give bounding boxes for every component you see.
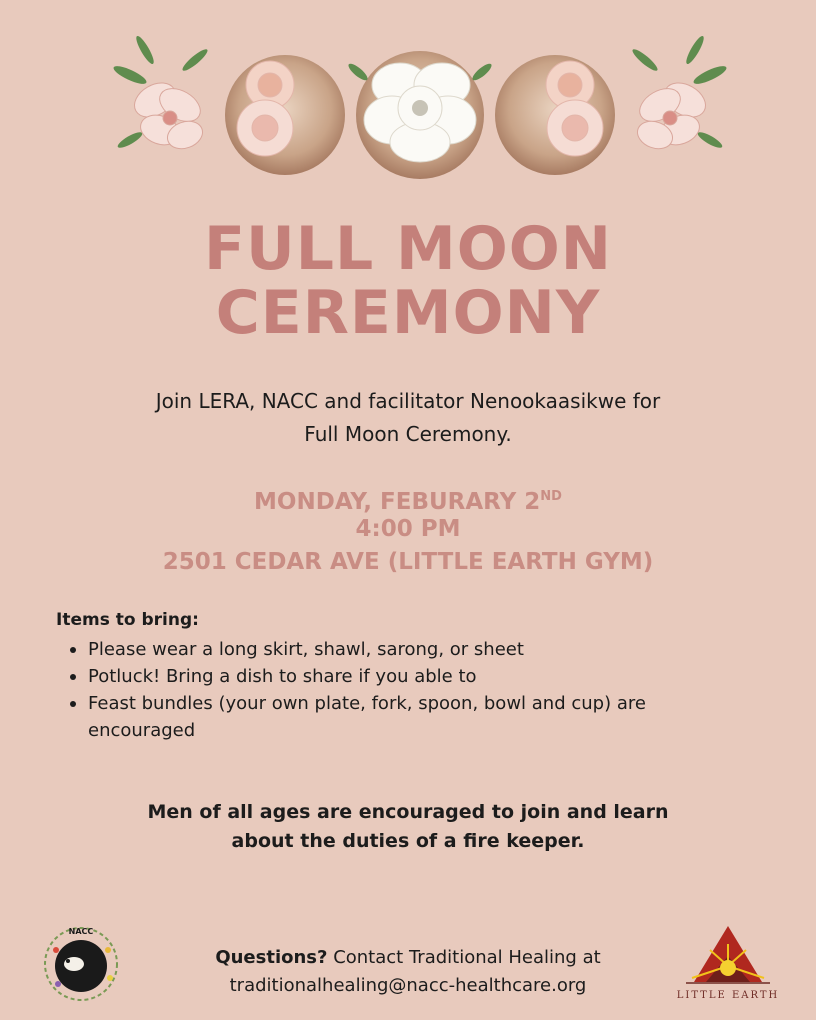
event-time: 4:00 PM (355, 516, 461, 542)
list-item: Please wear a long skirt, shawl, sarong, or sheet (88, 636, 738, 663)
little-earth-logo-text: LITTLE EARTH (676, 990, 780, 1001)
waning-moon-icon (495, 55, 615, 175)
event-location: 2501 CEDAR AVE (LITTLE EARTH GYM) (162, 549, 654, 575)
contact-text: Contact Traditional Healing at (327, 947, 601, 968)
contact-email[interactable]: traditionalhealing@nacc-healthcare.org (229, 975, 587, 996)
right-crescent-moon-icon (600, 34, 728, 187)
nacc-logo (38, 920, 124, 1004)
nacc-logo-text: NACC (68, 927, 94, 936)
items-list (88, 636, 738, 744)
waxing-moon-icon (225, 55, 345, 175)
title-line-2: CEREMONY (215, 278, 601, 348)
list-item: Feast bundles (your own plate, fork, spoon, bowl and cup) are encouraged (88, 690, 738, 744)
left-crescent-moon-icon (112, 34, 240, 187)
intro-line-2: Full Moon Ceremony. (304, 422, 512, 446)
men-invitation (110, 798, 706, 856)
title-line-1: FULL MOON (204, 214, 612, 284)
items-heading: Items to bring: (56, 610, 199, 630)
full-moon-icon (346, 51, 494, 179)
contact-label: Questions? (215, 947, 328, 968)
intro-line-1: Join LERA, NACC and facilitator Nenookaasikwe for (155, 389, 661, 413)
list-item: Potluck! Bring a dish to share if you able to (88, 663, 738, 690)
event-date-suffix: ND (540, 489, 562, 504)
moon-phases-floral-illustration (100, 30, 740, 190)
event-date-text: MONDAY, FEBURARY 2 (254, 489, 541, 515)
intro-text (60, 385, 756, 451)
contact-info (160, 944, 656, 1000)
men-line-2: about the duties of a fire keeper. (231, 830, 585, 852)
men-line-1: Men of all ages are encouraged to join and learn (147, 801, 669, 823)
